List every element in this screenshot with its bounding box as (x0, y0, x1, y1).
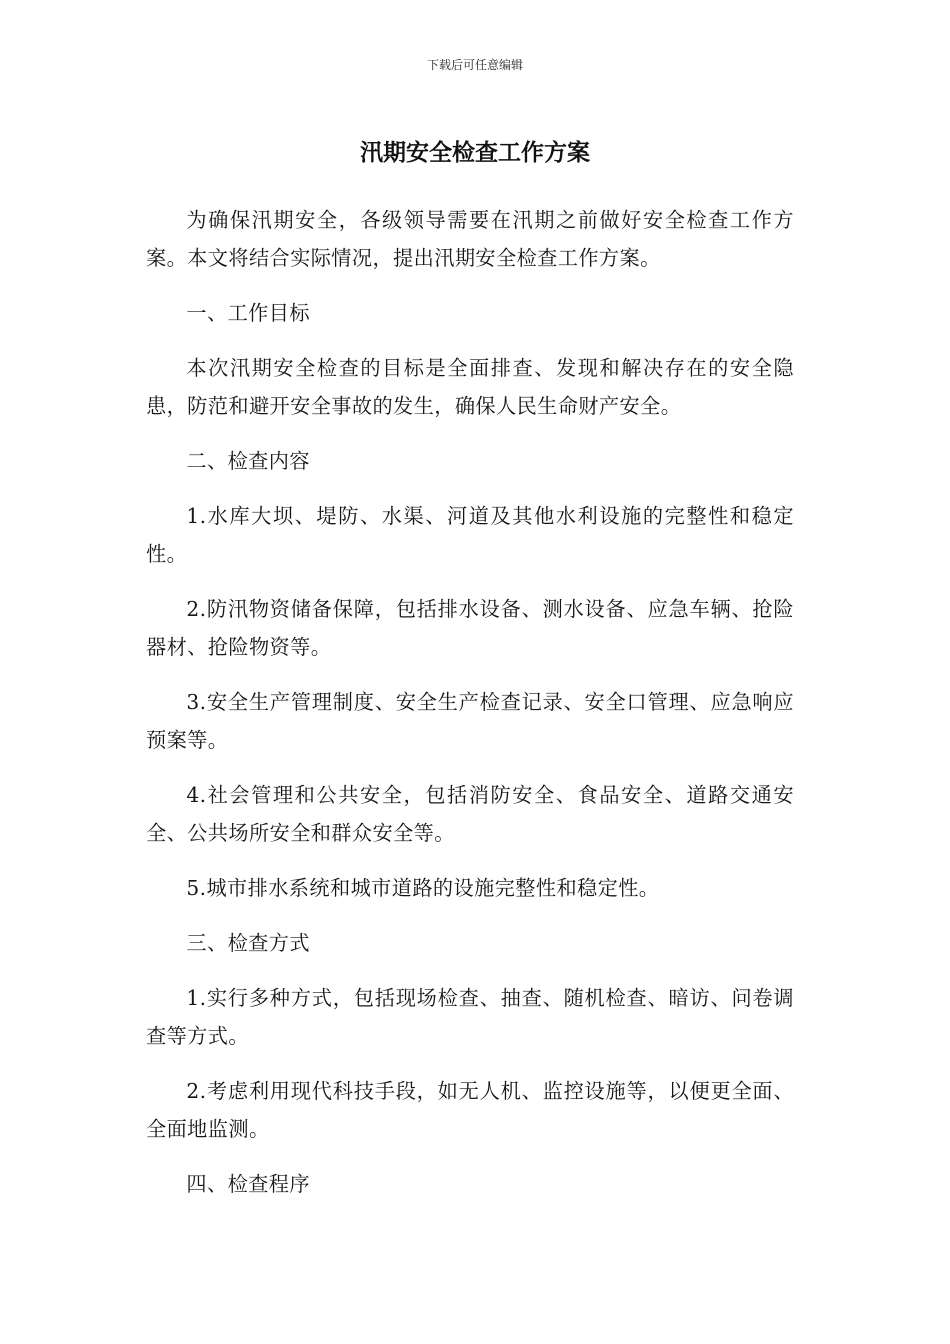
section-heading-content: 二、检查内容 (186, 449, 310, 473)
document-body (146, 201, 794, 1220)
paragraph-intro: 为确保汛期安全，各级领导需要在汛期之前做好安全检查工作方案。本文将结合实际情况，提出汛期安全检查工作方案。 (146, 208, 794, 270)
paragraph-goal: 本次汛期安全检查的目标是全面排查、发现和解决存在的安全隐患，防范和避开安全事故的发生，确保人民生命财产安全。 (146, 356, 794, 418)
header-note: 下载后可任意编辑 (426, 58, 523, 72)
section-heading-method: 三、检查方式 (186, 931, 310, 955)
section-heading-goal: 一、工作目标 (186, 301, 310, 325)
list-item-content-4: 4.社会管理和公共安全，包括消防安全、食品安全、道路交通安全、公共场所安全和群众安全等。 (146, 783, 794, 845)
list-item-content-2: 2.防汛物资储备保障，包括排水设备、测水设备、应急车辆、抢险器材、抢险物资等。 (146, 597, 794, 659)
list-item-content-3: 3.安全生产管理制度、安全生产检查记录、安全口管理、应急响应预案等。 (146, 690, 794, 752)
list-item-method-2: 2.考虑利用现代科技手段，如无人机、监控设施等，以便更全面、全面地监测。 (146, 1079, 794, 1141)
document-title: 汛期安全检查工作方案 (360, 140, 590, 166)
section-heading-procedure: 四、检查程序 (186, 1172, 310, 1196)
list-item-method-1: 1.实行多种方式，包括现场检查、抽查、随机检查、暗访、问卷调查等方式。 (146, 986, 794, 1048)
list-item-content-1: 1.水库大坝、堤防、水渠、河道及其他水利设施的完整性和稳定性。 (146, 504, 794, 566)
list-item-content-5: 5.城市排水系统和城市道路的设施完整性和稳定性。 (186, 876, 660, 900)
